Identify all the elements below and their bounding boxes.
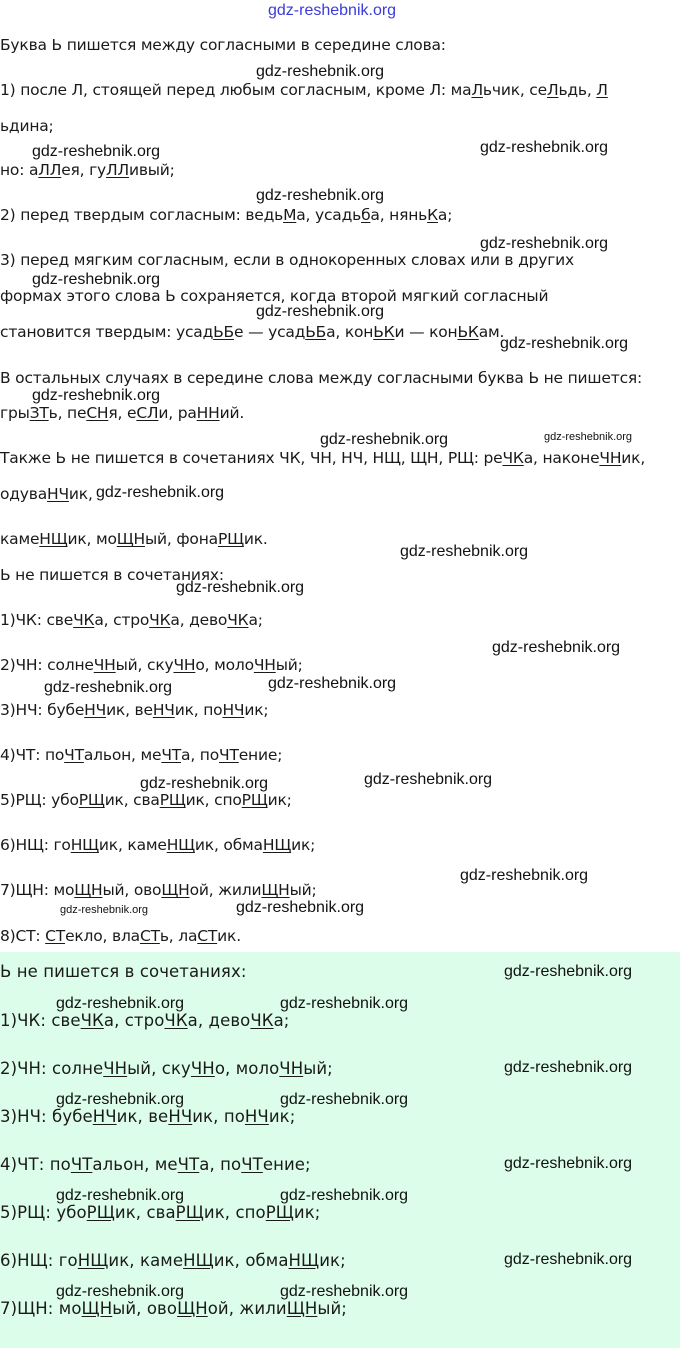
watermark-text: gdz-reshebnik.org <box>56 1187 185 1204</box>
watermark-text: gdz-reshebnik.org <box>32 387 161 404</box>
rule-other-examples: грыЗТь, пеСНя, еСЛи, раННий. <box>0 404 245 422</box>
watermark-text: gdz-reshebnik.org <box>256 187 385 204</box>
rule-also-cont1: одуваНЧик, <box>0 485 93 503</box>
watermark-text: gdz-reshebnik.org <box>96 484 225 501</box>
watermark-text: gdz-reshebnik.org <box>480 139 609 156</box>
site-link[interactable]: gdz-reshebnik.org <box>268 2 397 19</box>
watermark-text: gdz-reshebnik.org <box>504 963 633 980</box>
watermark-text: gdz-reshebnik.org <box>56 1283 185 1300</box>
watermark-text: gdz-reshebnik.org <box>60 904 149 916</box>
list-item: 1)ЧК: свеЧКа, строЧКа, девоЧКа; <box>0 1011 290 1030</box>
rule-point-2: 2) перед твердым согласным: ведьМа, усадьба, няньКа; <box>0 206 453 224</box>
list-item: 5)РЩ: убоРЩик, сваРЩик, споРЩик; <box>0 1203 321 1222</box>
watermark-text: gdz-reshebnik.org <box>460 867 589 884</box>
watermark-text: gdz-reshebnik.org <box>256 63 385 80</box>
list-item: 7)ЩН: моЩНый, овоЩНой, жилиЩНый; <box>0 1299 347 1318</box>
watermark-text: gdz-reshebnik.org <box>544 431 633 443</box>
watermark-text: gdz-reshebnik.org <box>280 1283 409 1300</box>
rule-point-3: 3) перед мягким согласным, если в однокоренных словах или в других <box>0 251 575 269</box>
rule-also: Также Ь не пишется в сочетаниях ЧК, ЧН, НЧ, НЩ, ЩН, РЩ: реЧКа, наконеЧНик, <box>0 449 646 467</box>
watermark-text: gdz-reshebnik.org <box>280 1187 409 1204</box>
rule-other-cases: В остальных случаях в середине слова между согласными буква Ь не пишется: <box>0 369 643 387</box>
list-item: 2)ЧН: солнеЧНый, скуЧНо, молоЧНый; <box>0 1059 333 1078</box>
watermark-text: gdz-reshebnik.org <box>280 995 409 1012</box>
rule-intro: Буква Ь пишется между согласными в середине слова: <box>0 36 446 54</box>
list-item: 6)НЩ: гоНЩик, камеНЩик, обмаНЩик; <box>0 836 316 854</box>
watermark-text: gdz-reshebnik.org <box>268 675 397 692</box>
watermark-text: gdz-reshebnik.org <box>44 679 173 696</box>
list2-heading: Ь не пишется в сочетаниях: <box>0 962 247 981</box>
watermark-text: gdz-reshebnik.org <box>500 335 629 352</box>
watermark-text: gdz-reshebnik.org <box>504 1155 633 1172</box>
watermark-text: gdz-reshebnik.org <box>176 579 305 596</box>
list-item: 8)СТ: СТекло, влаСТь, лаСТик. <box>0 927 241 945</box>
rule-also-cont2: камеНЩик, моЩНый, фонаРЩик. <box>0 530 268 548</box>
list-item: 2)ЧН: солнеЧНый, скуЧНо, молоЧНый; <box>0 656 303 674</box>
watermark-text: gdz-reshebnik.org <box>492 639 621 656</box>
watermark-text: gdz-reshebnik.org <box>280 1091 409 1108</box>
rule-point-1-cont: ьдина; <box>0 117 54 135</box>
watermark-text: gdz-reshebnik.org <box>364 771 493 788</box>
list-item: 7)ЩН: моЩНый, овоЩНой, жилиЩНый; <box>0 881 317 899</box>
list-item: 6)НЩ: гоНЩик, камеНЩик, обмаНЩик; <box>0 1251 346 1270</box>
watermark-text: gdz-reshebnik.org <box>320 431 449 448</box>
watermark-text: gdz-reshebnik.org <box>32 143 161 160</box>
watermark-text: gdz-reshebnik.org <box>504 1059 633 1076</box>
watermark-text: gdz-reshebnik.org <box>140 775 269 792</box>
watermark-text: gdz-reshebnik.org <box>32 271 161 288</box>
watermark-text: gdz-reshebnik.org <box>56 995 185 1012</box>
list-item: 4)ЧТ: поЧТальон, меЧТа, поЧТение; <box>0 746 283 764</box>
list-item: 4)ЧТ: поЧТальон, меЧТа, поЧТение; <box>0 1155 311 1174</box>
watermark-text: gdz-reshebnik.org <box>504 1251 633 1268</box>
list-item: 3)НЧ: бубеНЧик, веНЧик, поНЧик; <box>0 1107 296 1126</box>
rule-point-1: 1) после Л, стоящей перед любым согласным, кроме Л: маЛьчик, сеЛьдь, Л <box>0 81 608 99</box>
watermark-text: gdz-reshebnik.org <box>256 303 385 320</box>
watermark-text: gdz-reshebnik.org <box>56 1091 185 1108</box>
rule-exception: но: аЛЛея, гуЛЛивый; <box>0 161 175 179</box>
watermark-text: gdz-reshebnik.org <box>400 543 529 560</box>
list-item: 5)РЩ: убоРЩик, сваРЩик, споРЩик; <box>0 791 292 809</box>
list-item: 3)НЧ: бубеНЧик, веНЧик, поНЧик; <box>0 701 269 719</box>
rule-point-3-cont2: становится твердым: усадЬБе — усадЬБа, конЬКи — конЬКам. <box>0 323 505 341</box>
watermark-text: gdz-reshebnik.org <box>480 235 609 252</box>
list1-heading: Ь не пишется в сочетаниях: <box>0 566 224 584</box>
rule-point-3-cont1: формах этого слова Ь сохраняется, когда второй мягкий согласный <box>0 287 549 305</box>
watermark-text: gdz-reshebnik.org <box>236 899 365 916</box>
list-item: 1)ЧК: свеЧКа, строЧКа, девоЧКа; <box>0 611 263 629</box>
